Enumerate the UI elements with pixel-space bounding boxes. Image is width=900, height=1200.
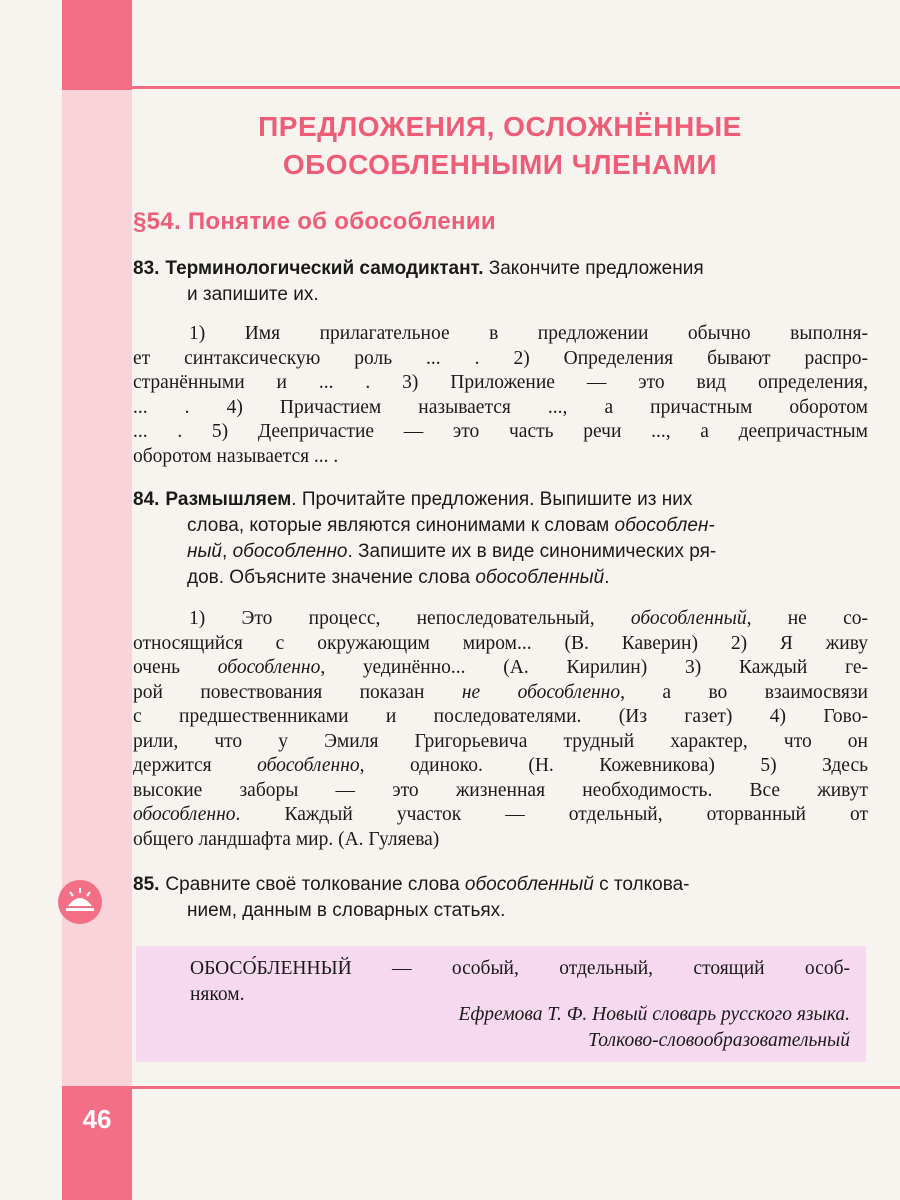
section-title: §54. Понятие об обособлении	[133, 208, 496, 235]
margin-strip-header	[62, 0, 132, 90]
lamp-icon	[58, 880, 102, 924]
task-heading: Размышляем	[165, 489, 292, 510]
task-number: 85.	[133, 874, 160, 895]
dictionary-source: Ефремова Т. Ф. Новый словарь русского языка. Толково-словообразовательный	[458, 1004, 850, 1051]
task-85-instruction: 85. Сравните своё толкование слова обособленный с толкова- нием, данным в словарных статьях.	[133, 874, 690, 921]
task-83-instruction: 83. Терминологический самодиктант. Закончите предложения и запишите их.	[133, 258, 704, 305]
page-number: 46	[82, 1104, 112, 1134]
margin-strip	[62, 0, 132, 1200]
task-number: 83.	[133, 258, 160, 279]
dictionary-entry: ОБОСО́БЛЕННЫЙ — особый, отдельный, стоящий особ- няком.	[190, 958, 850, 1005]
task-84-exercise: 1) Это процесс, непоследовательный, обособленный, не со- относящийся с окружающим миром... (В. Каверин) 2) Я живу очень обособленно, уединённо... (А. Кирилин) 3) Каждый ге- рой повествования показан не обособленно, а во взаимосвязи с предшественниками и последователями. (Из газет) 4) Гово- рили, что у Эмиля Григорьевича трудный характер, что он держится обособленно, одиноко. (Н. Кожевникова) 5) Здесь высокие заборы — это жизненная необходимость. Все живут обособленно. Каждый участок — отдельный, оторванный от общего ландшафта мир. (А. Гуляева)	[133, 608, 869, 850]
header-rule	[132, 86, 900, 89]
task-heading: Терминологический самодиктант.	[165, 258, 484, 279]
footer-rule	[132, 1086, 900, 1089]
chapter-title: ПРЕДЛОЖЕНИЯ, ОСЛОЖНЁННЫЕ ОБОСОБЛЕННЫМИ ЧЛЕНАМИ	[258, 111, 742, 180]
task-number: 84.	[133, 489, 160, 510]
task-84-instruction: 84. Размышляем. Прочитайте предложения. Выпишите из них слова, которые являются синонимами к словам обособлен- ный, обособленно. Запишите их в виде синонимических ря- дов. Объясните значение слова обособленный.	[133, 489, 717, 588]
task-83-exercise: 1) Имя прилагательное в предложении обычно выполня- ет синтаксическую роль ... . 2) Определения бывают распро- странёнными и ... . 3) Приложение — это вид определения, ... . 4) Причастием называется ..., а причастным оборотом ... . 5) Деепричастие — это часть речи ..., а деепричастным оборотом называется ... .	[133, 323, 868, 467]
